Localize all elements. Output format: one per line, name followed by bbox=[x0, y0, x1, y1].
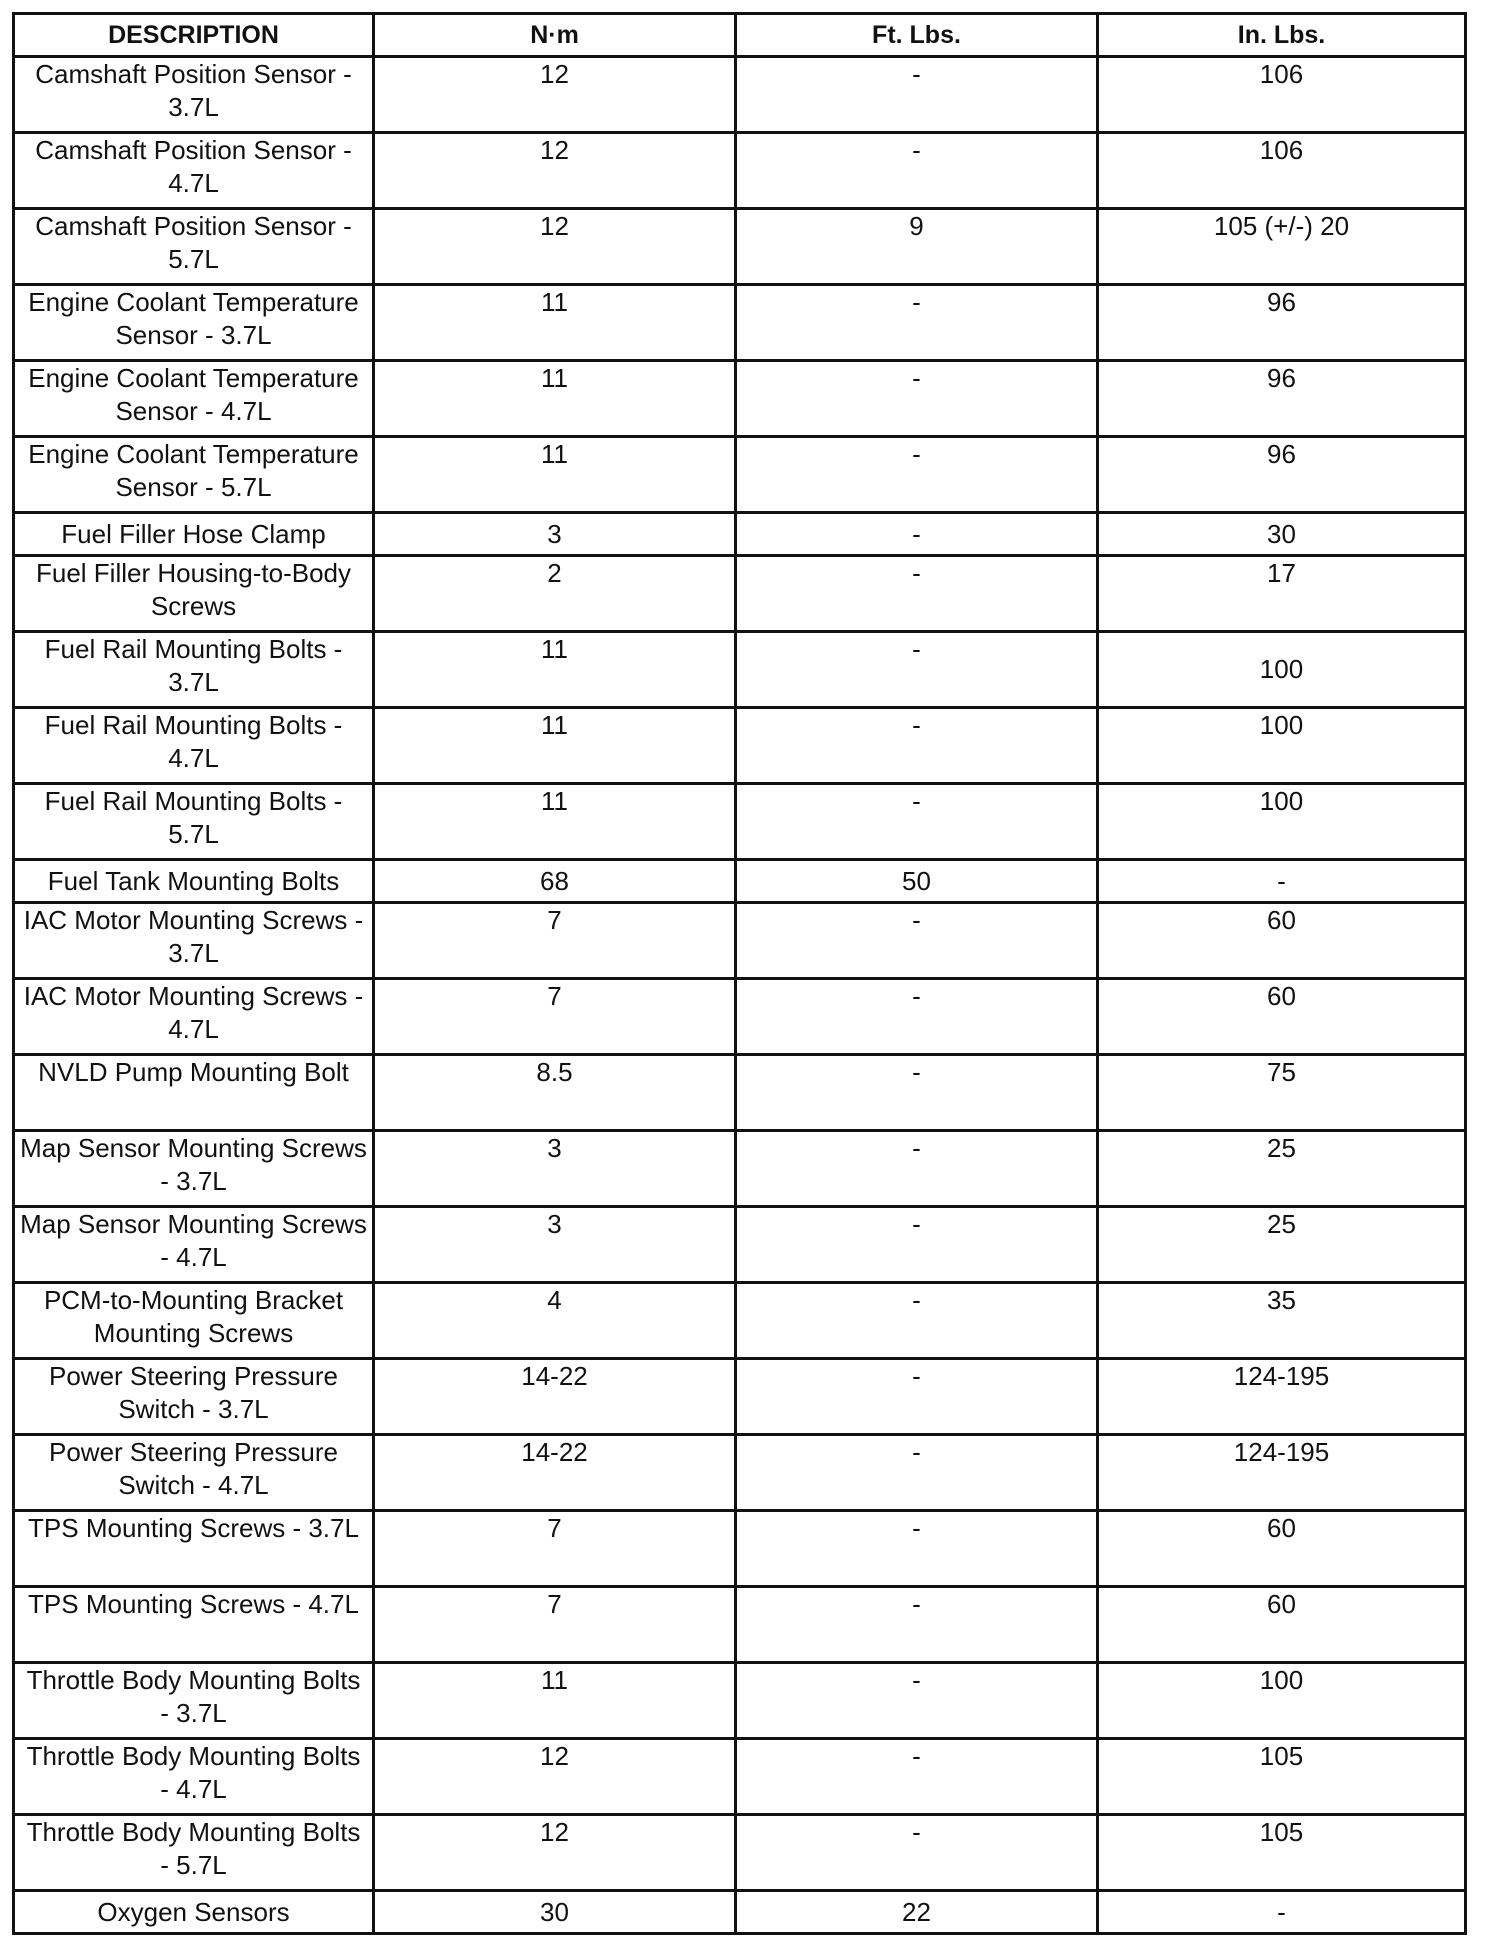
cell-description: Fuel Filler Housing-to-Body Screws bbox=[14, 556, 374, 632]
cell-ft-lbs: - bbox=[736, 1587, 1098, 1663]
cell-in-lbs: 96 bbox=[1098, 437, 1466, 513]
cell-ft-lbs: - bbox=[736, 513, 1098, 556]
cell-ft-lbs: - bbox=[736, 285, 1098, 361]
cell-nm: 3 bbox=[374, 513, 736, 556]
table-row bbox=[14, 903, 1466, 979]
table-row bbox=[14, 437, 1466, 513]
cell-in-lbs: - bbox=[1098, 1891, 1466, 1934]
cell-ft-lbs: - bbox=[736, 903, 1098, 979]
cell-description: Fuel Tank Mounting Bolts bbox=[14, 860, 374, 903]
cell-ft-lbs: - bbox=[736, 1739, 1098, 1815]
cell-ft-lbs: - bbox=[736, 1435, 1098, 1511]
cell-nm: 7 bbox=[374, 979, 736, 1055]
header-description: DESCRIPTION bbox=[14, 14, 374, 57]
cell-in-lbs: 105 (+/-) 20 bbox=[1098, 209, 1466, 285]
cell-nm: 11 bbox=[374, 708, 736, 784]
cell-description: Power Steering Pressure Switch - 3.7L bbox=[14, 1359, 374, 1435]
cell-nm: 11 bbox=[374, 361, 736, 437]
cell-nm: 3 bbox=[374, 1207, 736, 1283]
cell-ft-lbs: - bbox=[736, 979, 1098, 1055]
cell-in-lbs: 100 bbox=[1098, 784, 1466, 860]
cell-description: Engine Coolant Temperature Sensor - 5.7L bbox=[14, 437, 374, 513]
table-row bbox=[14, 1663, 1466, 1739]
cell-nm: 11 bbox=[374, 632, 736, 708]
torque-spec-table bbox=[12, 12, 1467, 1935]
cell-description: Oxygen Sensors bbox=[14, 1891, 374, 1934]
cell-ft-lbs: - bbox=[736, 1663, 1098, 1739]
cell-nm: 7 bbox=[374, 903, 736, 979]
table-row bbox=[14, 708, 1466, 784]
cell-description: TPS Mounting Screws - 4.7L bbox=[14, 1587, 374, 1663]
cell-description: Throttle Body Mounting Bolts - 3.7L bbox=[14, 1663, 374, 1739]
cell-in-lbs: 30 bbox=[1098, 513, 1466, 556]
cell-in-lbs: 96 bbox=[1098, 285, 1466, 361]
table-row bbox=[14, 979, 1466, 1055]
cell-ft-lbs: - bbox=[736, 708, 1098, 784]
cell-nm: 4 bbox=[374, 1283, 736, 1359]
cell-description: Engine Coolant Temperature Sensor - 3.7L bbox=[14, 285, 374, 361]
table-row bbox=[14, 133, 1466, 209]
header-nm: N·m bbox=[374, 14, 736, 57]
cell-in-lbs: 124-195 bbox=[1098, 1435, 1466, 1511]
cell-ft-lbs: - bbox=[736, 1511, 1098, 1587]
cell-description: Map Sensor Mounting Screws - 3.7L bbox=[14, 1131, 374, 1207]
table-row bbox=[14, 784, 1466, 860]
table-row bbox=[14, 860, 1466, 903]
cell-ft-lbs: - bbox=[736, 1207, 1098, 1283]
cell-ft-lbs: - bbox=[736, 437, 1098, 513]
cell-in-lbs: 100 bbox=[1098, 1663, 1466, 1739]
cell-ft-lbs: 9 bbox=[736, 209, 1098, 285]
cell-description: Engine Coolant Temperature Sensor - 4.7L bbox=[14, 361, 374, 437]
cell-nm: 30 bbox=[374, 1891, 736, 1934]
cell-in-lbs: 35 bbox=[1098, 1283, 1466, 1359]
cell-in-lbs: 25 bbox=[1098, 1131, 1466, 1207]
table-row bbox=[14, 1131, 1466, 1207]
cell-nm: 2 bbox=[374, 556, 736, 632]
cell-ft-lbs: - bbox=[736, 1815, 1098, 1891]
cell-in-lbs: 106 bbox=[1098, 57, 1466, 133]
table-row bbox=[14, 1283, 1466, 1359]
cell-description: IAC Motor Mounting Screws - 3.7L bbox=[14, 903, 374, 979]
table-row bbox=[14, 361, 1466, 437]
cell-ft-lbs: - bbox=[736, 556, 1098, 632]
cell-in-lbs: 100 bbox=[1098, 708, 1466, 784]
table-row bbox=[14, 556, 1466, 632]
cell-nm: 12 bbox=[374, 57, 736, 133]
table-row bbox=[14, 1207, 1466, 1283]
cell-ft-lbs: 50 bbox=[736, 860, 1098, 903]
cell-in-lbs: 60 bbox=[1098, 1511, 1466, 1587]
cell-in-lbs: 25 bbox=[1098, 1207, 1466, 1283]
cell-description: TPS Mounting Screws - 3.7L bbox=[14, 1511, 374, 1587]
header-in-lbs: In. Lbs. bbox=[1098, 14, 1466, 57]
table-row bbox=[14, 1587, 1466, 1663]
cell-in-lbs: 100 bbox=[1098, 632, 1466, 708]
cell-ft-lbs: - bbox=[736, 1359, 1098, 1435]
cell-description: Fuel Rail Mounting Bolts - 4.7L bbox=[14, 708, 374, 784]
cell-in-lbs: 96 bbox=[1098, 361, 1466, 437]
cell-in-lbs: 124-195 bbox=[1098, 1359, 1466, 1435]
table-row bbox=[14, 209, 1466, 285]
table-row bbox=[14, 1055, 1466, 1131]
cell-nm: 3 bbox=[374, 1131, 736, 1207]
cell-nm: 8.5 bbox=[374, 1055, 736, 1131]
cell-description: Fuel Rail Mounting Bolts - 3.7L bbox=[14, 632, 374, 708]
cell-description: Camshaft Position Sensor - 4.7L bbox=[14, 133, 374, 209]
cell-ft-lbs: - bbox=[736, 632, 1098, 708]
table-row bbox=[14, 1511, 1466, 1587]
cell-ft-lbs: 22 bbox=[736, 1891, 1098, 1934]
cell-ft-lbs: - bbox=[736, 361, 1098, 437]
header-ft-lbs: Ft. Lbs. bbox=[736, 14, 1098, 57]
header-row bbox=[14, 14, 1466, 57]
cell-nm: 12 bbox=[374, 133, 736, 209]
cell-nm: 12 bbox=[374, 1815, 736, 1891]
cell-nm: 14-22 bbox=[374, 1435, 736, 1511]
cell-nm: 7 bbox=[374, 1587, 736, 1663]
cell-nm: 68 bbox=[374, 860, 736, 903]
cell-nm: 11 bbox=[374, 1663, 736, 1739]
cell-in-lbs: 75 bbox=[1098, 1055, 1466, 1131]
cell-in-lbs: - bbox=[1098, 860, 1466, 903]
cell-in-lbs: 60 bbox=[1098, 903, 1466, 979]
cell-ft-lbs: - bbox=[736, 784, 1098, 860]
cell-in-lbs: 105 bbox=[1098, 1739, 1466, 1815]
table-row bbox=[14, 285, 1466, 361]
table-row bbox=[14, 1739, 1466, 1815]
cell-description: Map Sensor Mounting Screws - 4.7L bbox=[14, 1207, 374, 1283]
cell-in-lbs: 60 bbox=[1098, 979, 1466, 1055]
cell-description: Fuel Rail Mounting Bolts - 5.7L bbox=[14, 784, 374, 860]
table-row bbox=[14, 1359, 1466, 1435]
table-row bbox=[14, 1435, 1466, 1511]
cell-in-lbs: 17 bbox=[1098, 556, 1466, 632]
cell-in-lbs: 60 bbox=[1098, 1587, 1466, 1663]
cell-nm: 11 bbox=[374, 784, 736, 860]
table-row bbox=[14, 513, 1466, 556]
cell-ft-lbs: - bbox=[736, 1283, 1098, 1359]
cell-nm: 11 bbox=[374, 285, 736, 361]
table-body bbox=[14, 57, 1466, 1934]
cell-nm: 12 bbox=[374, 1739, 736, 1815]
cell-nm: 12 bbox=[374, 209, 736, 285]
cell-description: PCM-to-Mounting Bracket Mounting Screws bbox=[14, 1283, 374, 1359]
cell-in-lbs: 105 bbox=[1098, 1815, 1466, 1891]
table-row bbox=[14, 1815, 1466, 1891]
cell-description: Fuel Filler Hose Clamp bbox=[14, 513, 374, 556]
cell-nm: 11 bbox=[374, 437, 736, 513]
cell-description: NVLD Pump Mounting Bolt bbox=[14, 1055, 374, 1131]
cell-description: Power Steering Pressure Switch - 4.7L bbox=[14, 1435, 374, 1511]
cell-description: IAC Motor Mounting Screws - 4.7L bbox=[14, 979, 374, 1055]
cell-in-lbs: 106 bbox=[1098, 133, 1466, 209]
cell-description: Throttle Body Mounting Bolts - 4.7L bbox=[14, 1739, 374, 1815]
cell-description: Throttle Body Mounting Bolts - 5.7L bbox=[14, 1815, 374, 1891]
cell-description: Camshaft Position Sensor - 3.7L bbox=[14, 57, 374, 133]
cell-ft-lbs: - bbox=[736, 1131, 1098, 1207]
table-row bbox=[14, 1891, 1466, 1934]
cell-description: Camshaft Position Sensor - 5.7L bbox=[14, 209, 374, 285]
cell-nm: 7 bbox=[374, 1511, 736, 1587]
cell-ft-lbs: - bbox=[736, 1055, 1098, 1131]
cell-ft-lbs: - bbox=[736, 57, 1098, 133]
table-row bbox=[14, 632, 1466, 708]
cell-ft-lbs: - bbox=[736, 133, 1098, 209]
cell-nm: 14-22 bbox=[374, 1359, 736, 1435]
table-row bbox=[14, 57, 1466, 133]
